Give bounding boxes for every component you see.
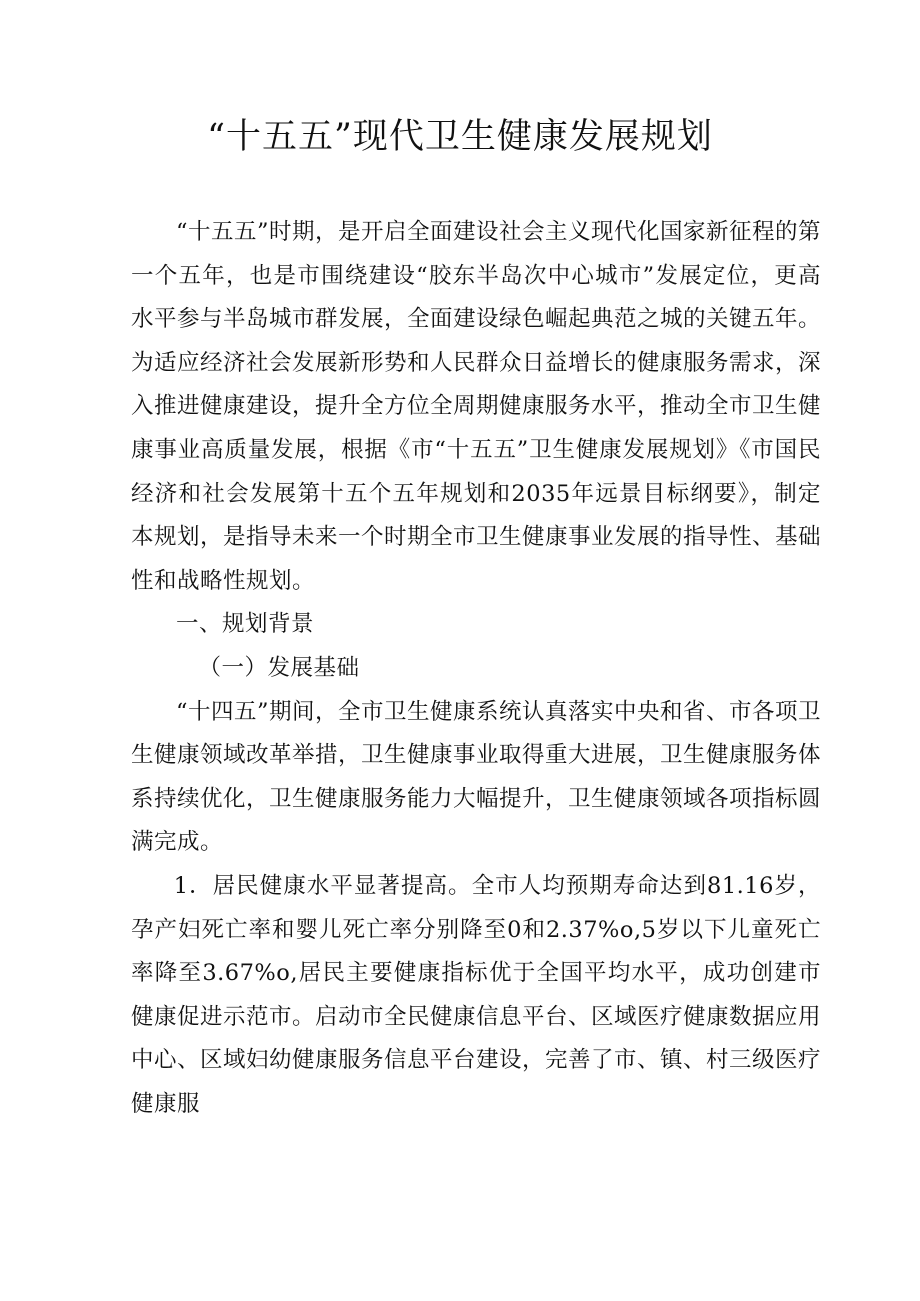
section-heading-background: 一、规划背景 [176,611,315,638]
subsection-heading-foundation: （一）发展基础 [198,654,360,681]
background-paragraph: “十四五”期间，全市卫生健康系统认真落实中央和省、市各项卫生健康领域改革举措，卫生健康事业取得重大进展，卫生健康服务体系持续优化，卫生健康服务能力大幅提升，卫生健康领域各项指标圆满完成。 [131,698,822,856]
list-item-health-level: 1．居民健康水平显著提高。全市人均预期寿命达到81.16岁，孕产妇死亡率和婴儿死亡率分别降至0和2.37%o,5岁以下儿童死亡率降至3.67%o,居民主要健康指标优于全国平均水平，成功创建市健康促进示范市。启动市全民健康信息平台、区域医疗健康数据应用中心、区域妇幼健康服务信息平台建设，完善了市、镇、村三级医疗健康服 [131,872,822,1117]
intro-paragraph: “十五五”时期，是开启全面建设社会主义现代化国家新征程的第一个五年，也是市围绕建设“胶东半岛次中心城市”发展定位，更高水平参与半岛城市群发展，全面建设绿色崛起典范之城的关键五年。为适应经济社会发展新形势和人民群众日益增长的健康服务需求，深入推进健康建设，提升全方位全周期健康服务水平，推动全市卫生健康事业高质量发展，根据《市“十五五”卫生健康发展规划》《市国民经济和社会发展第十五个五年规划和2035年远景目标纲要》，制定本规划，是指导未来一个时期全市卫生健康事业发展的指导性、基础性和战略性规划。 [131,219,822,594]
document-title: “十五五”现代卫生健康发展规划 [207,117,713,157]
document-body [131,211,821,1126]
